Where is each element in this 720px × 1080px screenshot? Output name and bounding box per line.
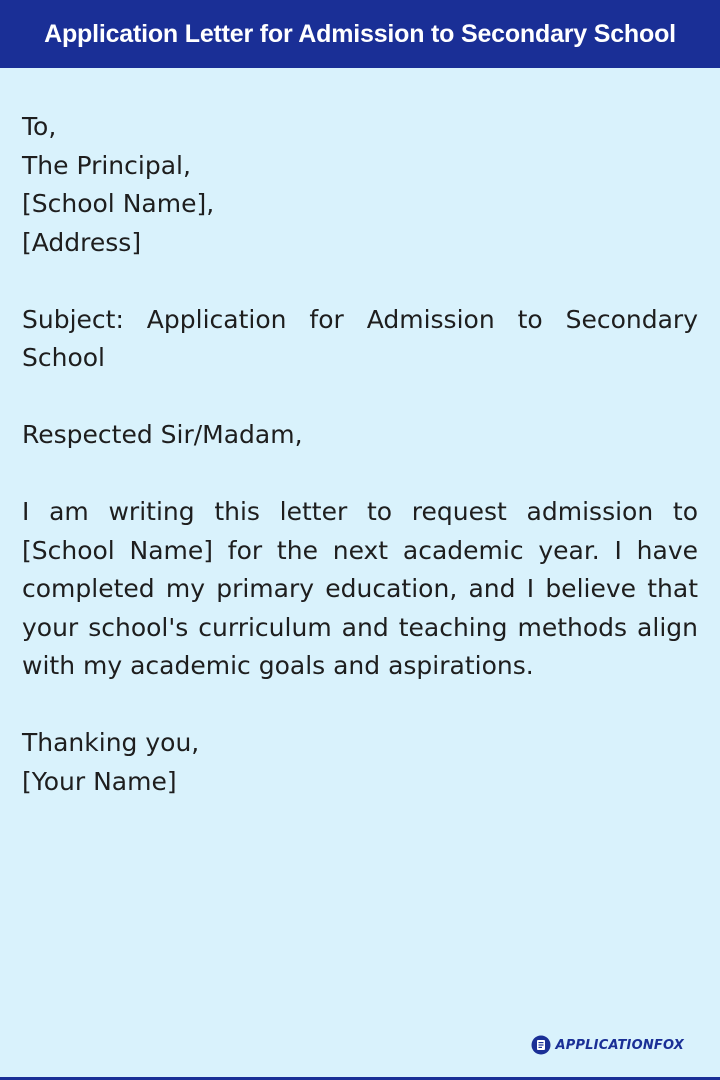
letter-subject: Subject: Application for Admission to Secondary School (22, 304, 698, 372)
letter-salutation: Respected Sir/Madam, (22, 420, 303, 449)
applicationfox-logo-icon (531, 1035, 551, 1055)
letter-closing: Thanking you, (22, 728, 200, 757)
letter-signature: [Your Name] (22, 766, 177, 796)
letter-body: I am writing this letter to request admission to [School Name] for the next academic year. I have completed my primary education, and I believe that your school's curriculum and teaching methods align with my academic goals and aspirations. (22, 497, 698, 680)
page-title: Application Letter for Admission to Secondary School (0, 0, 720, 68)
letter-content (22, 108, 698, 801)
address-line-school: [School Name], (22, 189, 215, 218)
address-line-recipient: The Principal, (22, 150, 191, 180)
address-line-to: To, (22, 112, 57, 141)
brand-logo (531, 1032, 684, 1058)
brand-name: APPLICATIONFOX (555, 1037, 684, 1053)
address-line-address: [Address] (22, 227, 142, 257)
